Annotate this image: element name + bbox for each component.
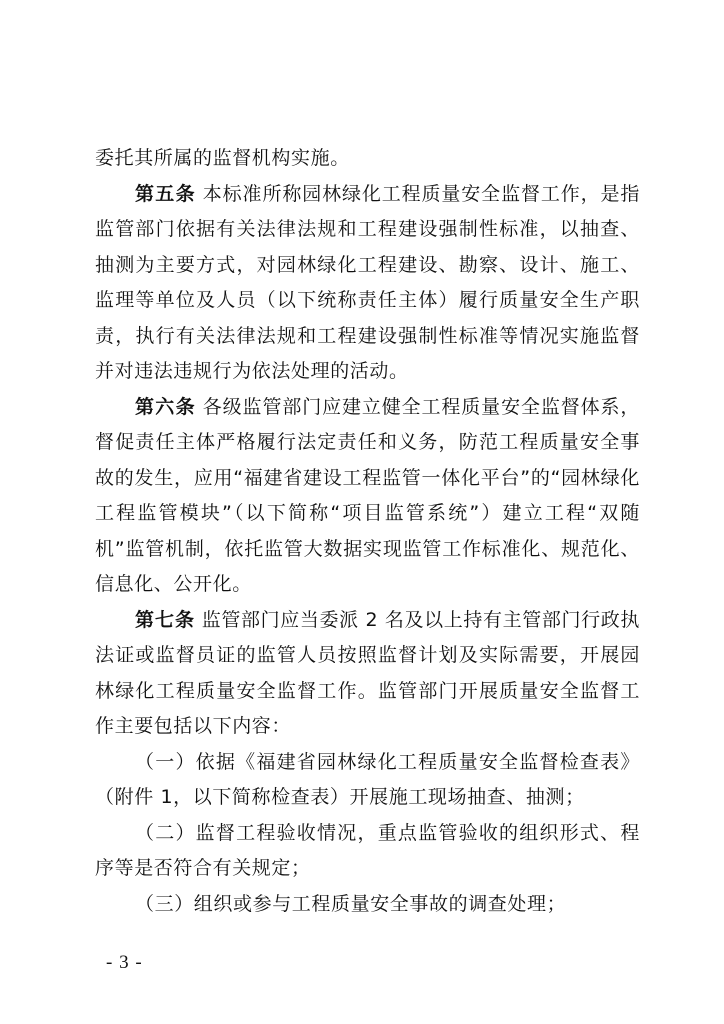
- page-number: - 3 -: [106, 952, 143, 973]
- paragraph-text: 本标准所称园林绿化工程质量安全监督工作，是指监管部门依据有关法律法规和工程建设强制性标准，以抽查、抽测为主要方式，对园林绿化工程建设、勘察、设计、施工、监理等单位及人员（以下统称责任主体）履行质量安全生产职责，执行有关法律法规和工程建设强制性标准等情况实施监督并对违法违规行为依法处理的活动。: [95, 182, 640, 382]
- document-body: [95, 141, 640, 922]
- paragraph-text: 各级监管部门应建立健全工程质量安全监督体系，督促责任主体严格履行法定责任和义务，防范工程质量安全事故的发生，应用“福建省建设工程监管一体化平台”的“园林绿化工程监管模块”（以下简称“项目监管系统”）建立工程“双随机”监管机制，依托监管大数据实现监管工作标准化、规范化、信息化、公开化。: [95, 395, 640, 595]
- paragraph-text: （三）组织或参与工程质量安全事故的调查处理；: [135, 892, 567, 915]
- paragraph-text: （二）监督工程验收情况，重点监管验收的组织形式、程序等是否符合有关规定；: [95, 821, 640, 879]
- article-heading: 第七条: [135, 608, 196, 631]
- paragraph-text: 监管部门应当委派 2 名及以上持有主管部门行政执法证或监督员证的监管人员按照监督计划及实际需要，开展园林绿化工程质量安全监督工作。监管部门开展质量安全监督工作主要包括以下内容：: [95, 608, 640, 737]
- article-heading: 第六条: [135, 395, 196, 418]
- list-item-3: [95, 887, 640, 923]
- list-item-1: [95, 745, 640, 816]
- list-item-2: [95, 816, 640, 887]
- paragraph-text: （一）依据《福建省园林绿化工程质量安全监督检查表》（附件 1，以下简称检查表）开展施工现场抽查、抽测；: [95, 750, 640, 808]
- paragraph-continuation: [95, 141, 640, 177]
- article-7-paragraph: [95, 603, 640, 745]
- article-6-paragraph: [95, 390, 640, 603]
- article-heading: 第五条: [135, 182, 196, 205]
- article-5-paragraph: [95, 177, 640, 390]
- paragraph-text: 委托其所属的监督机构实施。: [95, 147, 350, 169]
